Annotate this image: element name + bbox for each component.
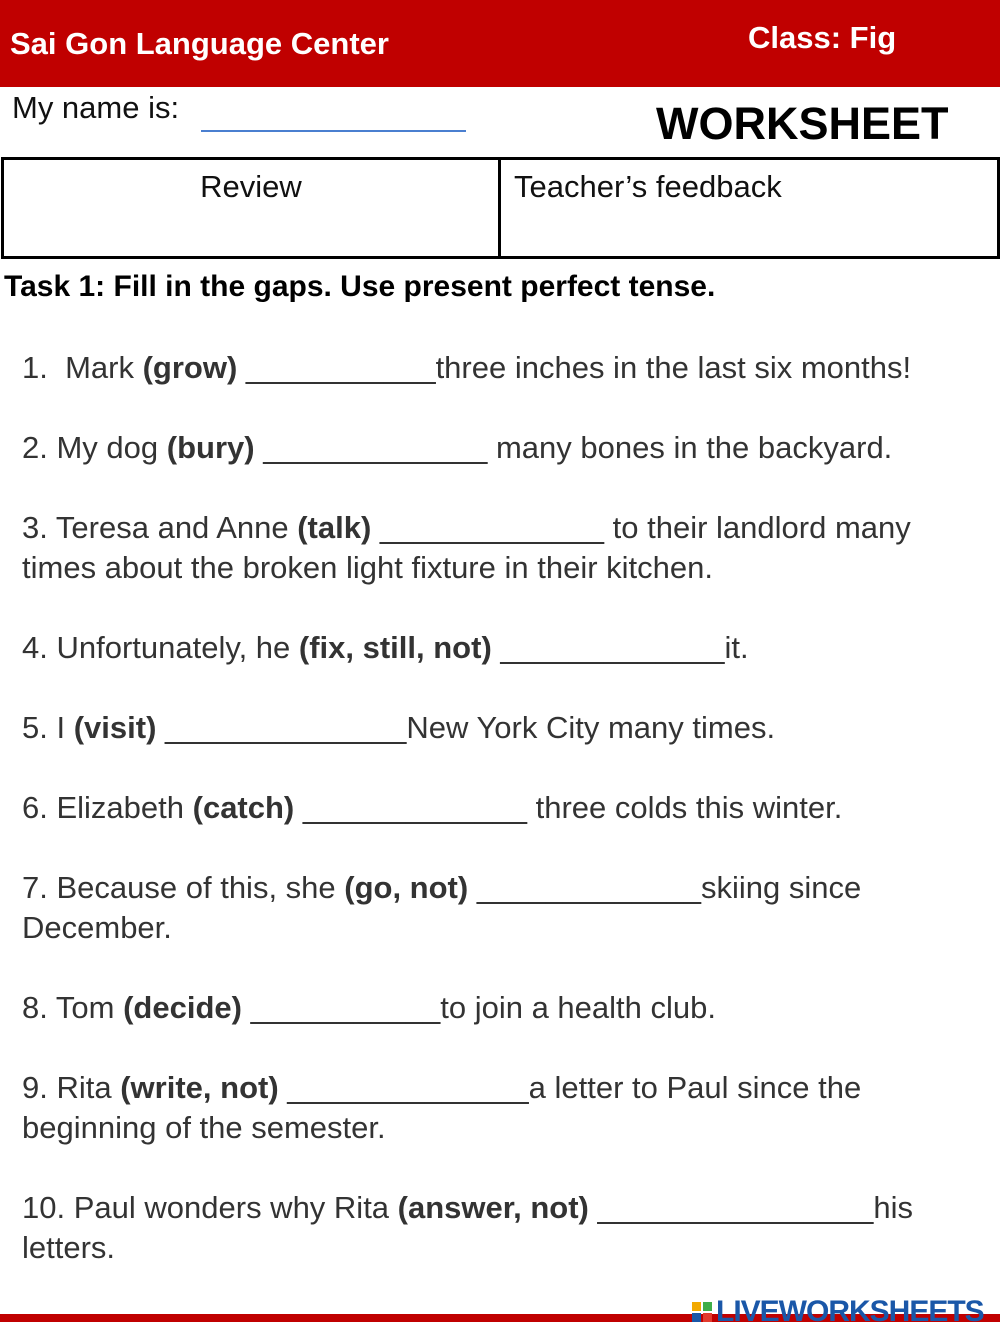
question-text: a letter to Paul since the beginning of the semester. bbox=[22, 1070, 862, 1145]
question-item bbox=[22, 628, 992, 668]
question-text: Paul wonders why Rita bbox=[73, 1190, 398, 1225]
teacher-feedback-label: Teacher’s feedback bbox=[514, 169, 782, 204]
feedback-box bbox=[1, 157, 1000, 259]
question-verb: (visit) bbox=[73, 710, 157, 745]
task-title: Task 1: Fill in the gaps. Use present perfect tense. bbox=[4, 270, 716, 303]
answer-blank[interactable]: _____________ bbox=[254, 430, 488, 465]
question-number: 5. bbox=[22, 710, 48, 745]
question-item bbox=[22, 708, 992, 748]
question-text: Unfortunately, he bbox=[56, 630, 299, 665]
question-text: three colds this winter. bbox=[527, 790, 843, 825]
question-text: Elizabeth bbox=[56, 790, 193, 825]
answer-blank[interactable]: ___________ bbox=[241, 990, 441, 1025]
question-number: 3. bbox=[22, 510, 48, 545]
question-text: My dog bbox=[56, 430, 167, 465]
answer-blank[interactable]: ______________ bbox=[156, 710, 407, 745]
question-text: Teresa and Anne bbox=[55, 510, 298, 545]
question-item bbox=[22, 868, 992, 948]
box-divider bbox=[498, 160, 501, 256]
question-text: skiing since December. bbox=[22, 870, 862, 945]
question-text: many bones in the backyard. bbox=[487, 430, 893, 465]
question-text: to their landlord many times about the broken light fixture in their kitchen. bbox=[22, 510, 911, 585]
header-bar bbox=[0, 0, 1000, 87]
school-name: Sai Gon Language Center bbox=[10, 26, 389, 61]
answer-blank[interactable]: ___________ bbox=[237, 350, 436, 385]
worksheet-title: WORKSHEET bbox=[656, 98, 949, 149]
question-text: Mark bbox=[65, 350, 143, 385]
question-number: 10. bbox=[22, 1190, 66, 1225]
question-text: it. bbox=[724, 630, 749, 665]
review-cell-label: Review bbox=[200, 169, 302, 204]
answer-blank[interactable]: ________________ bbox=[588, 1190, 874, 1225]
question-verb: (catch) bbox=[192, 790, 295, 825]
question-text: his letters. bbox=[22, 1190, 913, 1265]
question-verb: (talk) bbox=[297, 510, 372, 545]
question-verb: (write, not) bbox=[120, 1070, 279, 1105]
liveworksheets-logo-icon bbox=[692, 1302, 712, 1322]
question-item bbox=[22, 348, 992, 388]
question-number: 9. bbox=[22, 1070, 48, 1105]
question-text: three inches in the last six months! bbox=[435, 350, 912, 385]
question-item bbox=[22, 988, 992, 1028]
question-number: 8. bbox=[22, 990, 48, 1025]
question-item bbox=[22, 1068, 992, 1148]
answer-blank[interactable]: _____________ bbox=[371, 510, 605, 545]
question-verb: (decide) bbox=[123, 990, 242, 1025]
answer-blank[interactable]: ______________ bbox=[278, 1070, 529, 1105]
question-verb: (answer, not) bbox=[397, 1190, 589, 1225]
question-text: New York City many times. bbox=[406, 710, 776, 745]
question-item bbox=[22, 508, 992, 588]
answer-blank[interactable]: _____________ bbox=[468, 870, 701, 905]
question-verb: (grow) bbox=[142, 350, 238, 385]
question-verb: (bury) bbox=[166, 430, 255, 465]
question-number: 4. bbox=[22, 630, 48, 665]
question-number: 1. bbox=[22, 350, 48, 385]
answer-blank[interactable]: _____________ bbox=[294, 790, 528, 825]
liveworksheets-logo[interactable] bbox=[692, 1294, 984, 1330]
logo-text: LIVEWORKSHEETS bbox=[716, 1295, 984, 1328]
question-verb: (fix, still, not) bbox=[298, 630, 492, 665]
question-verb: (go, not) bbox=[344, 870, 469, 905]
answer-blank[interactable]: _____________ bbox=[491, 630, 725, 665]
name-label: My name is: bbox=[12, 90, 180, 125]
question-text: I bbox=[56, 710, 74, 745]
question-item bbox=[22, 788, 992, 828]
question-number: 2. bbox=[22, 430, 48, 465]
class-label: Class: Fig bbox=[748, 20, 897, 55]
question-item bbox=[22, 428, 992, 468]
question-item bbox=[22, 1188, 992, 1268]
question-number: 7. bbox=[22, 870, 48, 905]
question-text: to join a health club. bbox=[440, 990, 716, 1025]
question-text: Because of this, she bbox=[56, 870, 345, 905]
name-input-line[interactable] bbox=[201, 130, 466, 132]
question-text: Tom bbox=[55, 990, 124, 1025]
question-number: 6. bbox=[22, 790, 48, 825]
question-text: Rita bbox=[56, 1070, 121, 1105]
